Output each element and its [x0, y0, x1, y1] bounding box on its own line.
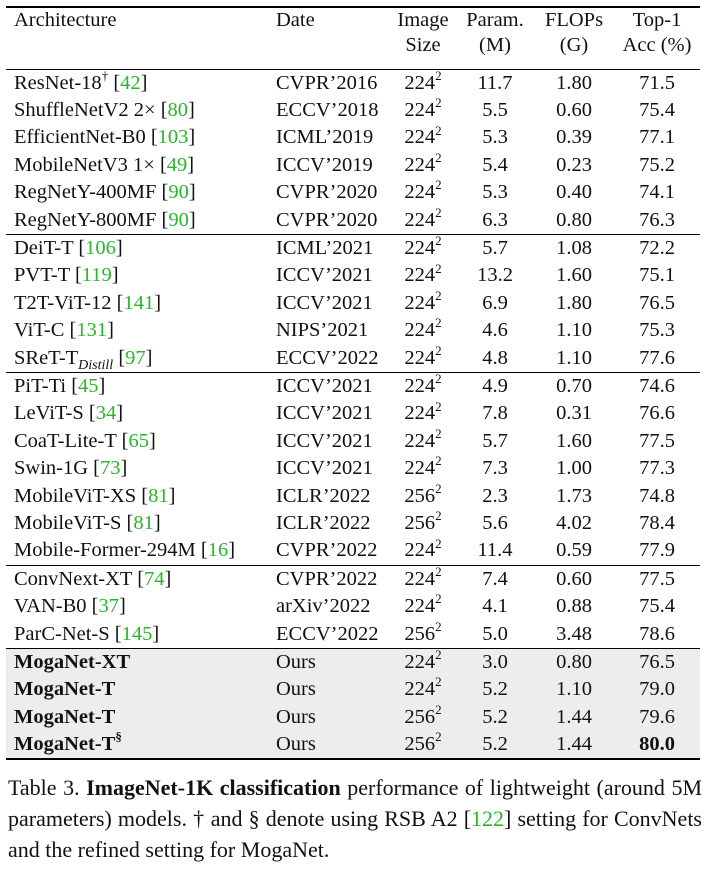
image-size-value: 224 — [404, 153, 436, 176]
header-date: Date — [276, 9, 315, 31]
image-size-value: 224 — [404, 567, 436, 590]
cell-flops: 0.88 — [556, 595, 592, 618]
citation-link[interactable]: 122 — [471, 806, 505, 832]
cell-date: ECCV’2018 — [276, 99, 379, 122]
cell-acc: 77.3 — [639, 457, 675, 480]
image-size-value: 224 — [404, 319, 436, 342]
table-row — [6, 206, 700, 234]
cell-param: 5.2 — [456, 676, 534, 703]
header-image-size: Image Size — [397, 9, 449, 56]
header-flops: FLOPs (G) — [544, 9, 604, 56]
cell-flops: 1.80 — [556, 71, 592, 94]
cell-acc: 71.5 — [639, 71, 675, 94]
cell-date: NIPS’2021 — [276, 319, 369, 342]
image-size-value: 224 — [404, 181, 436, 204]
table-row — [6, 482, 700, 509]
cell-image-size — [390, 206, 456, 234]
size-exponent: 2 — [435, 342, 442, 358]
table-row — [6, 179, 700, 206]
table-row — [6, 593, 700, 620]
cell-flops: 1.10 — [556, 346, 592, 369]
cell-date: CVPR’2020 — [276, 208, 378, 231]
cell-architecture: EfficientNet-B0 [103] — [14, 126, 196, 149]
table-row — [6, 510, 700, 537]
cell-date: ECCV’2022 — [276, 622, 379, 645]
cell-date: ICCV’2019 — [276, 153, 373, 176]
table-row — [6, 648, 700, 676]
cell-acc: 72.2 — [614, 234, 700, 262]
cell-architecture: Swin-1G [73] — [14, 457, 128, 480]
cell-architecture: ConvNext-XT [74] — [6, 565, 268, 593]
model-name: MobileNetV3 1× — [14, 153, 155, 176]
cell-date: arXiv’2022 — [276, 595, 371, 618]
cell-param: 5.6 — [482, 511, 508, 534]
image-size-value: 224 — [404, 208, 436, 231]
cell-flops: 1.08 — [534, 234, 614, 262]
citation-link[interactable]: 119 — [81, 264, 112, 287]
table-caption: Table 3. ImageNet-1K classification performance of lightweight (around 5M parameters) models. † and § denote using RSB A2 [122] setting for ConvNets and the refined setting for MogaNet. — [8, 775, 703, 863]
cell-param: 7.3 — [482, 457, 508, 480]
table-row — [6, 344, 700, 372]
model-name: MogaNet-T — [14, 678, 116, 701]
header-architecture: Architecture — [14, 9, 117, 31]
cell-param: 5.3 — [482, 181, 508, 204]
cell-flops: 1.80 — [556, 291, 592, 314]
cell-flops: 0.70 — [534, 372, 614, 400]
cell-image-size — [390, 565, 456, 593]
cell-image-size — [390, 455, 456, 482]
cell-param: 7.4 — [456, 565, 534, 593]
cell-acc: 77.6 — [639, 346, 675, 369]
cell-date: ICML’2021 — [268, 234, 390, 262]
cell-architecture: ParC-Net-S [145] — [14, 622, 160, 645]
cell-date: ICCV’2021 — [276, 402, 373, 425]
citation-link[interactable]: 65 — [128, 429, 149, 452]
cell-acc: 75.1 — [639, 264, 675, 287]
image-size-value: 224 — [404, 99, 436, 122]
model-name: ViT-C — [14, 319, 65, 342]
model-name: ParC-Net-S — [14, 622, 110, 645]
image-size-value: 224 — [404, 126, 436, 149]
citation-link[interactable]: 81 — [133, 511, 154, 534]
header-param: Param. (M) — [466, 9, 524, 56]
cell-flops: 3.48 — [556, 622, 592, 645]
image-size-value: 224 — [404, 71, 436, 94]
table-row — [6, 731, 700, 759]
citation-link[interactable]: 80 — [167, 99, 189, 122]
table-row — [6, 152, 700, 179]
cell-acc: 77.5 — [639, 429, 675, 452]
cell-architecture: DeiT-T [106] — [6, 234, 268, 262]
model-name: ResNet-18 — [14, 71, 102, 94]
model-name: MogaNet-T — [14, 705, 116, 728]
citation-link[interactable]: 81 — [148, 484, 169, 507]
header-acc: Top-1 Acc (%) — [622, 9, 692, 56]
cell-architecture — [6, 676, 268, 703]
cell-architecture: MobileViT-XS [81] — [14, 484, 176, 507]
image-size-value: 224 — [404, 457, 436, 480]
cell-param: 5.7 — [482, 429, 508, 452]
cell-date: CVPR’2020 — [276, 181, 378, 204]
cell-param: 11.4 — [477, 539, 513, 562]
cell-date: ICCV’2021 — [276, 264, 373, 287]
cell-image-size — [390, 287, 456, 317]
paper-page — [6, 6, 703, 865]
cell-architecture: RegNetY-800MF [90] — [14, 208, 196, 231]
cell-date: CVPR’2016 — [276, 71, 378, 94]
size-exponent: 2 — [435, 260, 442, 276]
citation-link[interactable]: 97 — [125, 346, 146, 369]
cell-flops: 1.60 — [556, 429, 592, 452]
cell-image-size — [390, 482, 456, 509]
cell-flops: 1.10 — [534, 676, 614, 703]
cell-image-size — [390, 537, 456, 565]
table-row — [6, 234, 700, 262]
cell-image-size — [390, 317, 456, 344]
size-exponent: 2 — [435, 150, 442, 166]
cell-acc: 75.3 — [639, 319, 675, 342]
model-name: SReT-T — [14, 346, 79, 369]
cell-flops: 1.44 — [534, 731, 614, 759]
model-name: PVT-T — [14, 264, 70, 287]
size-exponent: 2 — [435, 287, 442, 303]
cell-image-size — [390, 152, 456, 179]
cell-acc: 76.6 — [639, 402, 675, 425]
model-name: DeiT-T — [14, 237, 74, 260]
size-exponent: 2 — [435, 480, 442, 496]
image-size-value: 256 — [404, 733, 436, 756]
cell-acc: 80.0 — [614, 731, 700, 759]
cell-param: 5.0 — [482, 622, 508, 645]
table-row — [6, 565, 700, 593]
size-exponent: 2 — [435, 233, 442, 249]
cell-flops: 0.23 — [556, 153, 592, 176]
cell-image-size — [390, 510, 456, 537]
cell-date: Ours — [268, 648, 390, 676]
cell-image-size — [390, 648, 456, 676]
image-size-value: 224 — [404, 374, 436, 397]
cell-param: 7.8 — [482, 402, 508, 425]
image-size-value: 224 — [404, 595, 436, 618]
cell-acc: 75.4 — [639, 99, 675, 122]
image-size-value: 256 — [404, 705, 436, 728]
size-exponent: 2 — [435, 95, 442, 111]
image-size-value: 224 — [404, 539, 436, 562]
cell-acc: 78.6 — [639, 622, 675, 645]
image-size-value: 256 — [404, 511, 436, 534]
table-row — [6, 455, 700, 482]
cell-architecture: MobileViT-S [81] — [14, 511, 161, 534]
cell-date: ICCV’2021 — [276, 429, 373, 452]
table-row — [6, 537, 700, 565]
table-row — [6, 620, 700, 648]
cell-param: 6.3 — [482, 208, 508, 231]
model-name: RegNetY-800MF — [14, 208, 157, 231]
citation-link[interactable]: 90 — [168, 181, 189, 204]
size-exponent: 2 — [435, 618, 442, 634]
size-exponent: 2 — [435, 425, 442, 441]
cell-flops: 0.39 — [556, 126, 592, 149]
cell-architecture: ViT-C [131] — [14, 319, 114, 342]
cell-flops: 1.73 — [556, 484, 592, 507]
cell-flops: 0.60 — [556, 99, 592, 122]
cell-architecture: T2T-ViT-12 [141] — [14, 291, 162, 314]
cell-architecture: RegNetY-400MF [90] — [14, 181, 196, 204]
table-row — [6, 124, 700, 151]
cell-image-size — [390, 620, 456, 648]
size-exponent: 2 — [435, 508, 442, 524]
footnote-mark: † — [101, 67, 109, 83]
cell-param: 5.2 — [456, 731, 534, 759]
table-body — [6, 69, 700, 759]
cell-acc: 77.9 — [639, 539, 675, 562]
model-name: PiT-Ti — [14, 374, 67, 397]
cell-architecture: VAN-B0 [37] — [14, 595, 126, 618]
model-name: CoaT-Lite-T — [14, 429, 117, 452]
image-size-value: 256 — [404, 622, 436, 645]
results-table — [6, 6, 700, 760]
cell-architecture — [6, 648, 268, 676]
cell-param: 5.2 — [456, 703, 534, 730]
cell-acc: 78.4 — [639, 511, 675, 534]
cell-architecture: SReT-$T_{Distill}$ [97] — [14, 346, 153, 373]
citation-link[interactable]: 45 — [78, 374, 99, 397]
table-row — [6, 676, 700, 703]
image-size-value: 224 — [404, 429, 436, 452]
cell-date: ICML’2019 — [276, 126, 374, 149]
table-row — [6, 290, 700, 317]
cell-param: 4.1 — [482, 595, 508, 618]
cell-flops: 0.31 — [556, 402, 592, 425]
size-exponent: 2 — [435, 122, 442, 138]
size-exponent: 2 — [435, 177, 442, 193]
cell-date: CVPR’2022 — [268, 565, 390, 593]
model-name: MobileViT-S — [14, 511, 122, 534]
model-name: MogaNet-T — [14, 733, 116, 756]
table-row — [6, 400, 700, 427]
cell-param: 5.3 — [482, 126, 508, 149]
size-exponent: 2 — [435, 315, 442, 331]
size-exponent: 2 — [435, 563, 442, 579]
table-row — [6, 97, 700, 124]
size-exponent: 2 — [435, 204, 442, 220]
cell-image-size — [390, 372, 456, 400]
citation-link[interactable]: 73 — [100, 457, 121, 480]
cell-param: 2.3 — [482, 484, 508, 507]
cell-architecture: PVT-T [119] — [14, 264, 119, 287]
table-row — [6, 372, 700, 400]
cell-date: Ours — [268, 731, 390, 759]
table-row — [6, 69, 700, 97]
model-name: T2T-ViT-12 — [14, 291, 112, 314]
cell-flops: 0.60 — [534, 565, 614, 593]
cell-acc: 77.1 — [639, 126, 675, 149]
size-exponent: 2 — [435, 371, 442, 387]
cell-flops: 1.00 — [556, 457, 592, 480]
cell-image-size — [390, 344, 456, 372]
cell-image-size — [390, 425, 456, 455]
citation-link[interactable]: 131 — [76, 319, 108, 342]
cell-architecture: PiT-Ti [45] — [6, 372, 268, 400]
size-exponent: 2 — [435, 647, 442, 663]
footnote-mark: § — [115, 729, 122, 745]
cell-image-size — [390, 124, 456, 151]
cell-param: 6.9 — [482, 291, 508, 314]
cell-flops: 0.59 — [556, 539, 592, 562]
cell-date: Ours — [268, 703, 390, 730]
citation-link[interactable]: 141 — [123, 291, 155, 314]
cell-param: 11.7 — [477, 71, 513, 94]
table-row — [6, 262, 700, 289]
cell-param: 5.5 — [482, 99, 508, 122]
size-exponent: 2 — [435, 398, 442, 414]
image-size-value: 224 — [404, 402, 436, 425]
table-row — [6, 317, 700, 344]
cell-flops: 1.44 — [534, 703, 614, 730]
table-header — [6, 7, 700, 69]
cell-acc: 74.8 — [639, 484, 675, 507]
cell-architecture: ResNet-18† [42] — [14, 67, 148, 94]
cell-param: 13.2 — [477, 264, 513, 287]
size-exponent: 2 — [435, 729, 442, 745]
model-name: LeViT-S — [14, 402, 84, 425]
cell-date: ICLR’2022 — [276, 484, 371, 507]
cell-flops: 4.02 — [556, 511, 592, 534]
table-row — [6, 703, 700, 730]
cell-flops: 0.80 — [556, 208, 592, 231]
model-name: MobileViT-XS — [14, 484, 137, 507]
citation-link[interactable]: 106 — [85, 237, 116, 260]
citation-link[interactable]: 34 — [95, 402, 117, 425]
cell-flops: 1.10 — [556, 319, 592, 342]
size-exponent: 2 — [435, 701, 442, 717]
cell-date: ICLR’2022 — [276, 511, 371, 534]
citation-link[interactable]: 145 — [121, 622, 153, 645]
cell-image-size — [390, 69, 456, 97]
cell-architecture: CoaT-Lite-T [65] — [14, 429, 156, 452]
cell-param: 3.0 — [456, 648, 534, 676]
image-size-value: 224 — [404, 291, 436, 314]
cell-image-size — [390, 731, 456, 759]
cell-flops: 0.40 — [556, 181, 592, 204]
model-name: ConvNext-XT — [14, 567, 133, 590]
model-name: VAN-B0 — [14, 595, 87, 618]
citation-link[interactable]: 74 — [144, 567, 165, 590]
cell-flops: 1.60 — [556, 264, 592, 287]
model-name: MogaNet-XT — [14, 650, 131, 673]
cell-date: ICCV’2021 — [268, 372, 390, 400]
citation-link[interactable]: 49 — [166, 153, 188, 176]
cell-acc: 76.3 — [639, 208, 675, 231]
cell-image-size — [390, 262, 456, 289]
table-row — [6, 428, 700, 455]
cell-architecture: MobileNetV3 1× [49] — [14, 153, 195, 176]
cell-acc: 74.6 — [614, 372, 700, 400]
cell-date: ECCV’2022 — [276, 346, 379, 369]
cell-acc: 75.4 — [639, 595, 675, 618]
cell-param: 5.4 — [482, 153, 508, 176]
cell-param: 4.9 — [456, 372, 534, 400]
model-subscript: Distill — [78, 357, 114, 373]
image-size-value: 224 — [404, 678, 436, 701]
cell-image-size — [390, 676, 456, 703]
cell-image-size — [390, 234, 456, 262]
image-size-value: 256 — [404, 484, 436, 507]
cell-date: Ours — [268, 676, 390, 703]
model-name: Swin-1G — [14, 457, 89, 480]
cell-param: 5.7 — [456, 234, 534, 262]
model-name: ShuffleNetV2 2× — [14, 99, 156, 122]
citation-link[interactable]: 37 — [98, 595, 119, 618]
cell-image-size — [390, 400, 456, 427]
citation-link[interactable]: 90 — [168, 208, 189, 231]
model-name: RegNetY-400MF — [14, 181, 157, 204]
cell-acc: 76.5 — [639, 291, 675, 314]
image-size-value: 224 — [404, 346, 436, 369]
citation-link[interactable]: 103 — [157, 126, 189, 149]
image-size-value: 224 — [404, 237, 436, 260]
cell-acc: 74.1 — [639, 181, 675, 204]
size-exponent: 2 — [435, 535, 442, 551]
size-exponent: 2 — [435, 67, 442, 83]
model-name: Mobile-Former-294M — [14, 539, 196, 562]
cell-acc: 79.0 — [614, 676, 700, 703]
cell-architecture — [6, 703, 268, 730]
cell-date: ICCV’2021 — [276, 291, 373, 314]
size-exponent: 2 — [435, 591, 442, 607]
cell-param: 4.6 — [482, 319, 508, 342]
image-size-value: 224 — [404, 264, 436, 287]
size-exponent: 2 — [435, 674, 442, 690]
size-exponent: 2 — [435, 453, 442, 469]
cell-image-size — [390, 179, 456, 206]
cell-architecture: Mobile-Former-294M [16] — [14, 539, 236, 562]
cell-acc: 77.5 — [614, 565, 700, 593]
cell-param: 4.8 — [482, 346, 508, 369]
cell-image-size — [390, 593, 456, 620]
cell-date: CVPR’2022 — [276, 539, 378, 562]
cell-acc: 76.5 — [614, 648, 700, 676]
cell-architecture — [6, 731, 268, 759]
cell-architecture: ShuffleNetV2 2× [80] — [14, 99, 195, 122]
cell-architecture: LeViT-S [34] — [14, 402, 124, 425]
cell-flops: 0.80 — [534, 648, 614, 676]
cell-acc: 79.6 — [614, 703, 700, 730]
model-name: EfficientNet-B0 — [14, 126, 146, 149]
cell-image-size — [390, 97, 456, 124]
cell-acc: 75.2 — [639, 153, 675, 176]
citation-link[interactable]: 42 — [120, 71, 141, 94]
cell-image-size — [390, 703, 456, 730]
cell-date: ICCV’2021 — [276, 457, 373, 480]
citation-link[interactable]: 16 — [207, 539, 229, 562]
image-size-value: 224 — [404, 650, 436, 673]
